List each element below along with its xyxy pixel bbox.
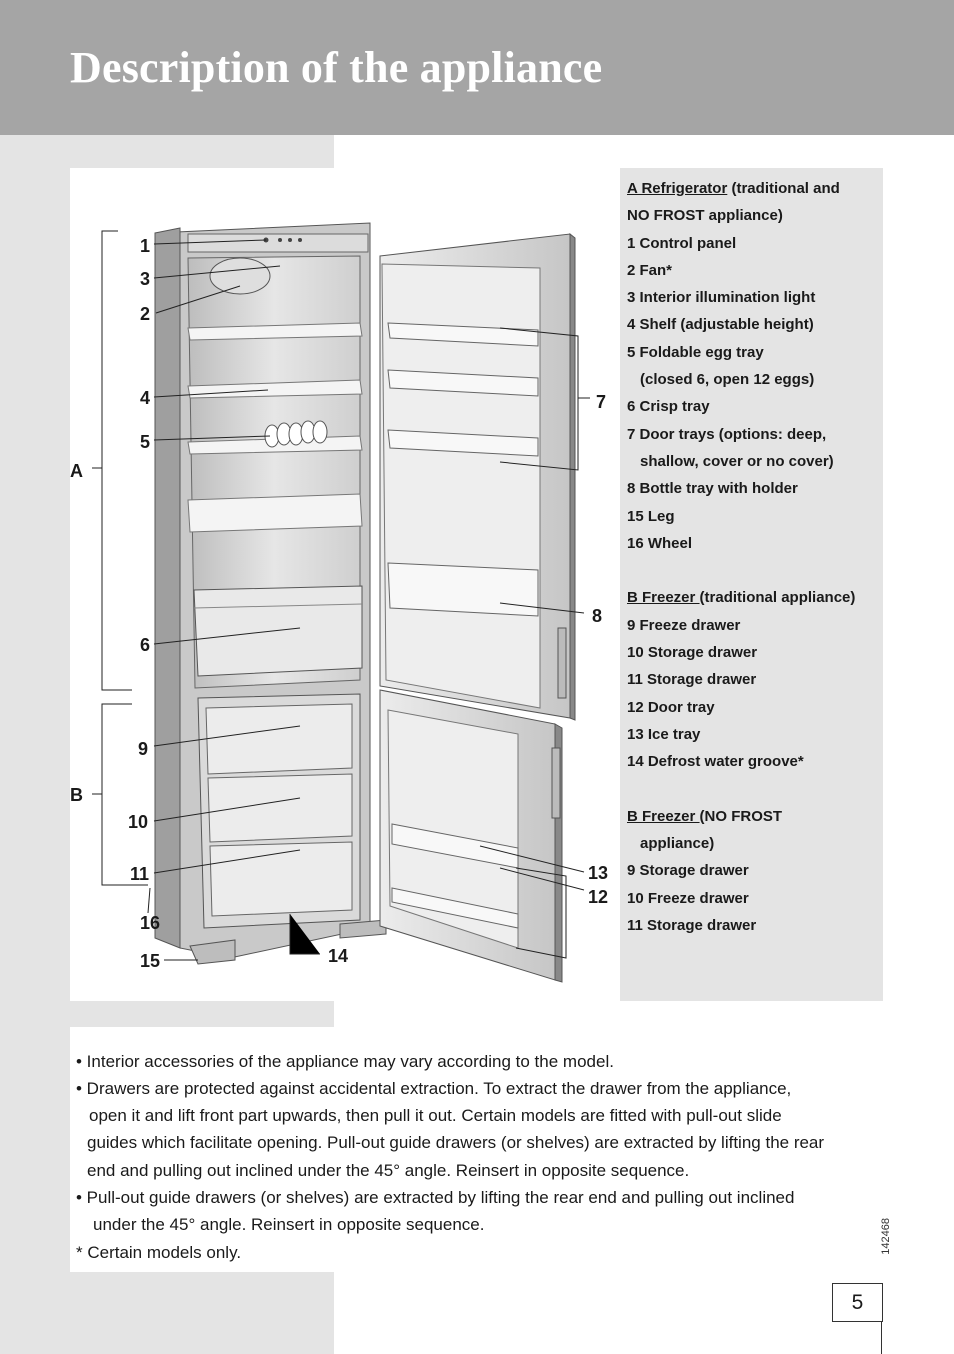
callout-12: 12 (588, 887, 609, 907)
legend-item: 11 Storage drawer (627, 917, 757, 935)
legend-item: 9 Storage drawer (627, 862, 749, 880)
legend-freezer-nofrost-heading: B Freezer (NO FROST (627, 807, 783, 825)
document-code: 142468 (880, 1218, 892, 1255)
callout-7: 7 (596, 392, 607, 412)
legend-item: 1 Control panel (627, 234, 737, 252)
legend-item: 3 Interior illumination light (627, 289, 816, 307)
callout-8: 8 (592, 606, 603, 626)
legend-refrigerator-heading: A Refrigerator (traditional and (627, 180, 840, 197)
legend-item: (closed 6, open 12 eggs) (640, 371, 815, 389)
legend-item: 8 Bottle tray with holder (627, 480, 798, 498)
callout-6: 6 (140, 635, 151, 655)
legend-item: 6 Crisp tray (627, 398, 710, 416)
legend-item: 9 Freeze drawer (627, 616, 741, 634)
legend-spacer (627, 557, 855, 584)
callout-11: 11 (130, 864, 150, 884)
legend-item: 15 Leg (627, 507, 675, 525)
legend-item: 10 Storage drawer (627, 644, 758, 662)
legend-freezer-nofrost-heading-line2: appliance) (640, 835, 715, 853)
callout-14: 14 (328, 946, 349, 966)
page-number: 5 (832, 1283, 883, 1322)
callout-15: 15 (140, 951, 161, 971)
note-line: • Interior accessories of the appliance may vary according to the model. (76, 1052, 614, 1071)
legend-item: 4 Shelf (adjustable height) (627, 316, 814, 334)
note-line: under the 45° angle. Reinsert in opposite sequence. (93, 1215, 485, 1234)
legend-item: shallow, cover or no cover) (640, 452, 834, 470)
legend-item: 12 Door tray (627, 698, 715, 716)
legend-item: 7 Door trays (options: deep, (627, 425, 827, 443)
note-line: • Drawers are protected against accidental extraction. To extract the drawer from the appliance, (76, 1079, 792, 1098)
legend-spacer (627, 776, 855, 803)
legend-item: 5 Foldable egg tray (627, 343, 764, 361)
group-label-b: B (70, 785, 83, 805)
note-line: end and pulling out inclined under the 45° angle. Reinsert in opposite sequence. (87, 1161, 690, 1180)
callout-9: 9 (138, 739, 149, 759)
callout-5: 5 (140, 432, 151, 452)
callout-2: 2 (140, 304, 151, 324)
fridge-illustration (70, 168, 620, 1001)
note-line: • Pull-out guide drawers (or shelves) are extracted by lifting the rear end and pulling out inclined (76, 1188, 795, 1207)
legend-freezer-traditional-heading: B Freezer (traditional appliance) (627, 589, 856, 607)
cabinet (155, 223, 386, 964)
legend-refrigerator-heading-line2: NO FROST appliance) (627, 207, 783, 225)
callout-16: 16 (140, 913, 161, 933)
page-title: Description of the appliance (70, 43, 603, 92)
callout-4: 4 (140, 388, 151, 408)
note-line: open it and lift front part upwards, then pull it out. Certain models are fitted with pull-out slide (89, 1106, 782, 1125)
page-number-tick (881, 1321, 882, 1354)
legend-item: 11 Storage drawer (627, 671, 757, 689)
note-line: guides which facilitate opening. Pull-out guide drawers (or shelves) are extracted by lifting the rear (87, 1133, 825, 1152)
page-header (0, 0, 954, 135)
legend-item: 16 Wheel (627, 534, 693, 552)
note-line: * Certain models only. (76, 1243, 242, 1262)
legend-item: 10 Freeze drawer (627, 889, 749, 907)
callout-1: 1 (140, 236, 151, 256)
callout-13: 13 (588, 863, 609, 883)
appliance-figure (70, 168, 620, 1001)
legend-item: 14 Defrost water groove* (627, 753, 804, 771)
group-label-a: A (70, 461, 83, 481)
callout-10: 10 (128, 812, 149, 832)
notes-section (70, 1027, 880, 1272)
parts-legend (620, 168, 883, 1001)
callout-3: 3 (140, 269, 151, 289)
legend-item: 13 Ice tray (627, 725, 701, 743)
legend-item: 2 Fan* (627, 261, 673, 279)
